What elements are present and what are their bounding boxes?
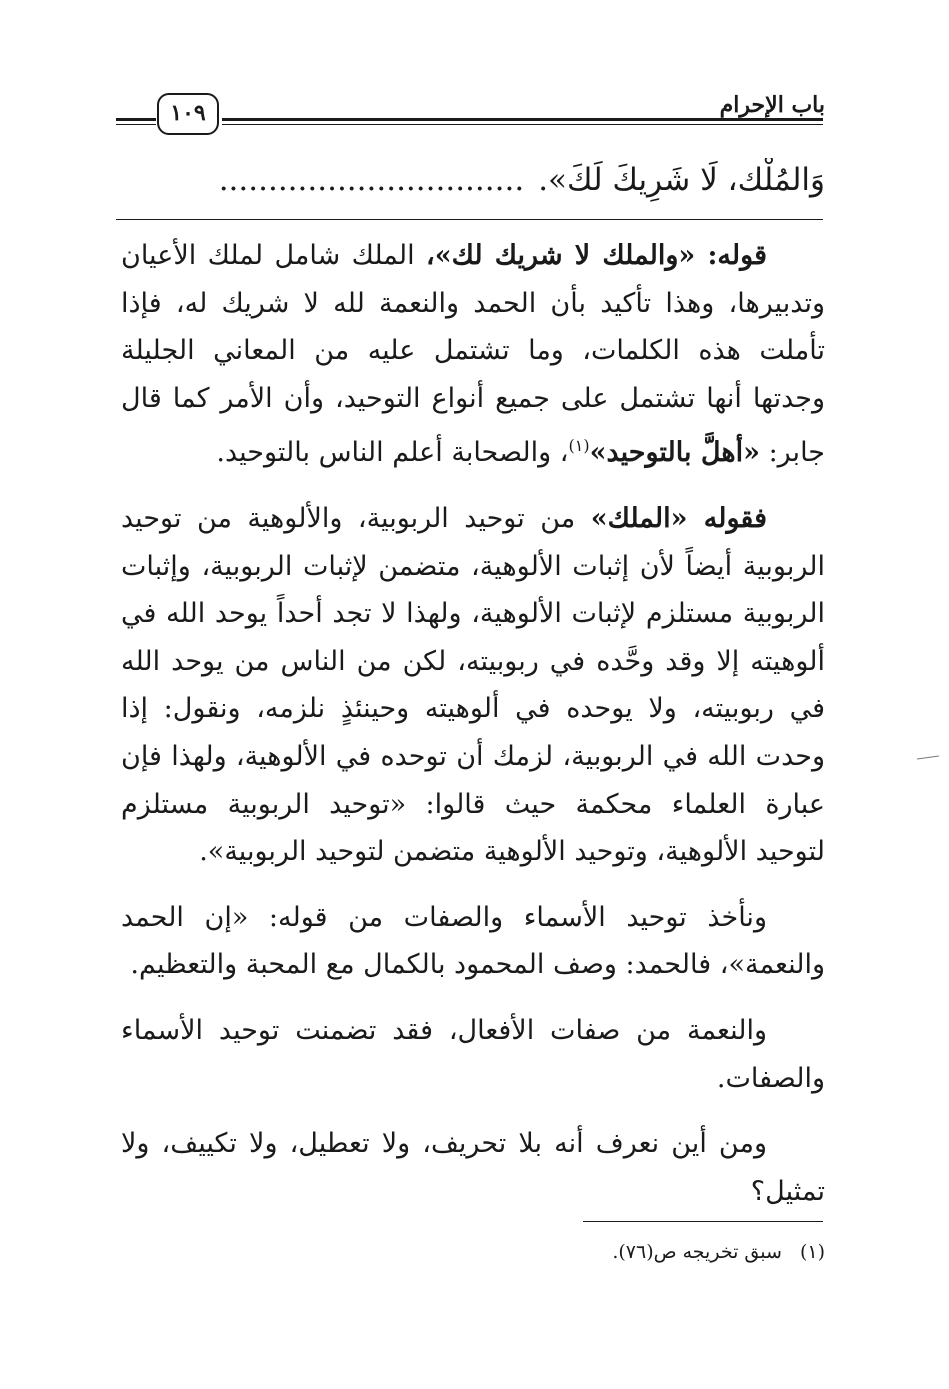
hadith-text: وَالمُلْك، لَا شَرِيكَ لَكَ».: [538, 162, 825, 198]
commentary-body: [121, 232, 825, 1233]
paragraph-1-quote: «أهلَّ بالتوحيد»: [589, 437, 760, 469]
paragraph-1-lead: قوله: «والملك لا شريك لك»،: [426, 240, 767, 271]
paragraph-1-tail: ، والصحابة أعلم الناس بالتوحيد.: [216, 437, 569, 469]
paragraph-2-lead: فقوله «الملك»: [590, 502, 768, 534]
paragraph-2-text: من توحيد الربوبية، والألوهية من توحيد الربوبية أيضاً لأن إثبات الألوهية، متضمن لإثبات الربوبية، وإثبات الربوبية مستلزم لإثبات الألوهية، ولهذا لا تجد أحداً يوحد الله في ألوهيته إلا وقد وحَّده في ربوبيته، لكن من الناس من يوحد الله في ربوبيته، ولا يوحده في ألوهيته وحينئذٍ نلزمه، ونقول: إذا وحدت الله في الربوبية، لزمك أن توحده في الألوهية، ولهذا فإن عبارة العلماء محكمة حيث قالوا: «توحيد الربوبية مستلزم لتوحيد الألوهية، وتوحيد الألوهية متضمن لتوحيد الربوبية».: [121, 502, 826, 868]
footnote-ref-1: (١): [568, 436, 590, 456]
paragraph-1: [121, 232, 825, 477]
header-rule-right: [222, 118, 823, 125]
footnote-text: سبق تخريجه ص(٧٦).: [612, 1241, 782, 1263]
hadith-dots: ...............................: [218, 162, 525, 198]
paragraph-1-text: الملك شامل لملك الأعيان وتدبيرها، وهذا تأكيد بأن الحمد والنعمة لله لا شريك له، فإذا تأملت هذه الكلمات، وما تشتمل عليه من المعاني الجليلة وجدتها أنها تشتمل على جميع أنواع التوحيد، وأن الأمر كما قال جابر:: [121, 240, 825, 469]
paragraph-4: والنعمة من صفات الأفعال، فقد تضمنت توحيد الأسماء والصفات.: [121, 1014, 825, 1094]
footnote-rule: [583, 1221, 823, 1222]
chapter-title: باب الإحرام: [719, 92, 825, 118]
page-number: ١٠٩: [157, 93, 219, 135]
footnote-number: (١): [799, 1241, 825, 1263]
hadith-fragment: [115, 158, 825, 202]
paragraph-3: ونأخذ توحيد الأسماء والصفات من قوله: «إن الحمد والنعمة»، فالحمد: وصف المحمود بالكمال مع المحبة والتعظيم.: [121, 901, 825, 981]
hadith-separator-rule: [116, 219, 823, 220]
header-rule-left: [116, 118, 156, 125]
paragraph-2: [121, 495, 825, 876]
footnote-1: [121, 1237, 825, 1267]
paragraph-5: ومن أين نعرف أنه بلا تحريف، ولا تعطيل، ولا تكييف، ولا تمثيل؟: [121, 1128, 825, 1207]
margin-mark: [917, 755, 939, 759]
